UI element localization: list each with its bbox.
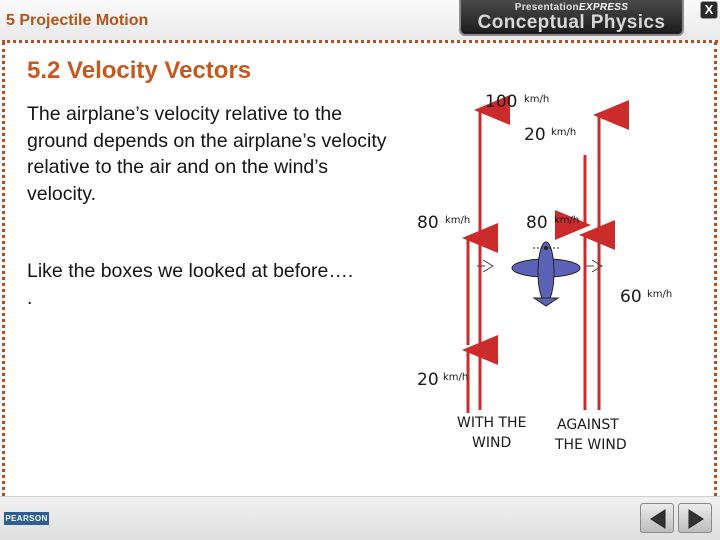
label-80-right bbox=[526, 213, 579, 233]
velocity-figure bbox=[405, 80, 695, 460]
svg-text:km/h: km/h bbox=[524, 94, 550, 105]
brand-prefix: Presentation bbox=[514, 2, 579, 13]
dotted-border-left bbox=[2, 42, 6, 496]
svg-text:km/h: km/h bbox=[443, 372, 469, 383]
bottom-bar bbox=[0, 496, 720, 540]
dotted-border-right bbox=[714, 42, 718, 496]
body-paragraph-1: The airplane’s velocity relative to the ground depends on the airplane’s velocity relative to the air and on the wind’s velocity. bbox=[27, 103, 387, 205]
label-20-bottom bbox=[417, 370, 468, 390]
previous-slide-button[interactable] bbox=[640, 503, 674, 533]
label-80-left bbox=[417, 213, 470, 233]
publisher-logo: PEARSON bbox=[5, 514, 48, 523]
previous-arrow-icon bbox=[647, 508, 669, 530]
caption-with-wind-line1: WITH THE bbox=[457, 415, 527, 431]
next-slide-button[interactable] bbox=[678, 503, 712, 533]
label-100 bbox=[485, 92, 549, 112]
brand-suffix: EXPRESS bbox=[578, 2, 629, 13]
chapter-title: 5 Projectile Motion bbox=[6, 12, 149, 29]
brand-title: Conceptual Physics bbox=[477, 12, 666, 33]
svg-text:60: 60 bbox=[620, 287, 642, 307]
svg-text:20: 20 bbox=[417, 370, 439, 390]
next-arrow-icon bbox=[685, 508, 707, 530]
brand-badge bbox=[459, 0, 684, 36]
svg-text:100: 100 bbox=[485, 92, 518, 112]
svg-text:km/h: km/h bbox=[445, 215, 471, 226]
airplane-icon bbox=[512, 242, 580, 306]
body-paragraph-2: Like the boxes we looked at before…. . bbox=[27, 260, 354, 309]
caption-against-wind-line1: AGAINST bbox=[557, 417, 619, 433]
dotted-border-top bbox=[2, 40, 718, 44]
top-bar bbox=[0, 0, 720, 42]
svg-text:80: 80 bbox=[417, 213, 439, 233]
svg-text:20: 20 bbox=[524, 125, 546, 145]
svg-text:80: 80 bbox=[526, 213, 548, 233]
velocity-diagram bbox=[405, 80, 695, 460]
svg-text:km/h: km/h bbox=[551, 127, 577, 138]
slide-title: 5.2 Velocity Vectors bbox=[27, 57, 252, 84]
close-button[interactable]: X bbox=[700, 1, 718, 19]
label-60 bbox=[620, 287, 672, 307]
label-20-top bbox=[524, 125, 576, 145]
svg-text:km/h: km/h bbox=[554, 215, 580, 226]
svg-text:km/h: km/h bbox=[647, 289, 673, 300]
caption-against-wind-line2: THE WIND bbox=[555, 437, 627, 453]
caption-with-wind-line2: WIND bbox=[472, 435, 512, 451]
